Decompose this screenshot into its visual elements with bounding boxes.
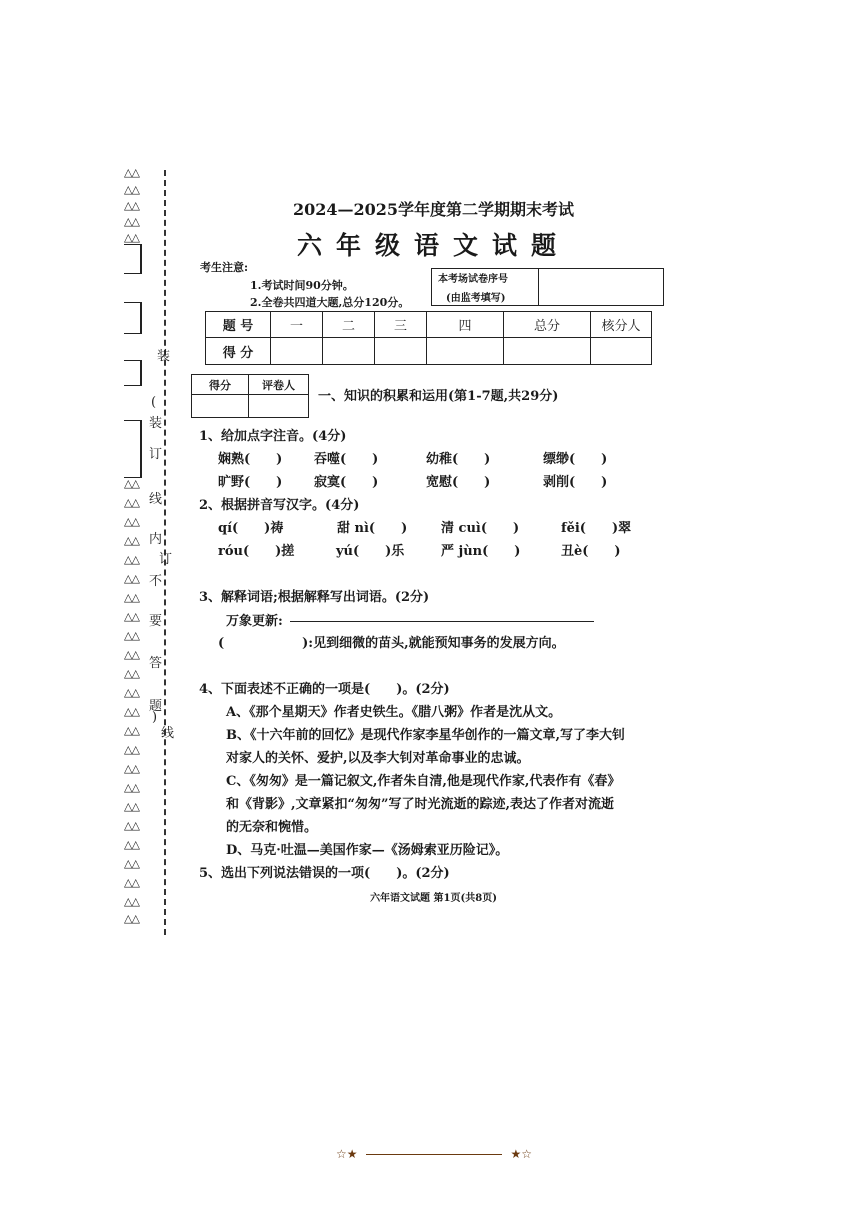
question-stem: 1、给加点字注音。(4分) — [199, 429, 347, 444]
triangle-mark: △△ — [124, 743, 139, 756]
option-b-continued: 对家人的关怀、爱护,以及李大钊对革命事业的忠诚。 — [226, 751, 530, 766]
binding-char: 装 — [157, 349, 171, 364]
binding-char: 不 — [149, 574, 163, 589]
answer-underline[interactable] — [290, 621, 594, 622]
triangle-mark: △△ — [124, 667, 139, 680]
notice-heading: 考生注意: — [200, 261, 249, 274]
binding-char: 题 — [149, 699, 163, 714]
question-stem: 2、根据拼音写汉字。(4分) — [199, 498, 360, 513]
triangle-mark: △△ — [124, 183, 139, 196]
seat-sublabel: (由监考填写) — [446, 293, 506, 304]
question-stem: 3、解释词语;根据解释写出词语。(2分) — [199, 590, 430, 605]
option-c: C、《匆匆》是一篇记叙文,作者朱自清,他是现代作家,代表作有《春》 — [226, 774, 621, 789]
grader-header: 评卷人 — [249, 375, 309, 395]
score-row-label: 得 分 — [206, 338, 271, 365]
seat-label: 本考场试卷序号 — [438, 274, 508, 285]
question-item: 剥削( ) — [543, 475, 608, 490]
question-item: 寂寞( ) — [314, 475, 379, 490]
option-d: D、马克·吐温—美国作家—《汤姆索亚历险记》。 — [226, 843, 509, 858]
score-cell[interactable] — [591, 338, 652, 365]
score-table — [205, 311, 652, 365]
question-line: 万象更新: — [226, 614, 283, 629]
triangle-mark: △△ — [124, 838, 139, 851]
triangle-mark: △△ — [124, 705, 139, 718]
star-icon: ☆★ — [336, 1147, 358, 1161]
score-header-cell: 核分人 — [591, 312, 652, 338]
score-cell[interactable] — [271, 338, 323, 365]
bottom-decoration — [336, 1147, 532, 1161]
score-header-cell: 三 — [375, 312, 427, 338]
triangle-mark: △△ — [124, 800, 139, 813]
triangle-mark: △△ — [124, 199, 139, 212]
binding-box — [124, 420, 142, 478]
binding-char: ( — [151, 395, 157, 410]
triangle-mark: △△ — [124, 610, 139, 623]
grader-box — [191, 374, 309, 418]
seat-label-cell — [432, 269, 539, 306]
question-item: 丑è( ) — [561, 544, 621, 559]
triangle-mark: △△ — [124, 496, 139, 509]
decoration-line — [366, 1154, 502, 1155]
score-header-cell: 题 号 — [206, 312, 271, 338]
score-cell[interactable] — [427, 338, 504, 365]
triangle-mark: △△ — [124, 686, 139, 699]
binding-box — [124, 302, 142, 334]
binding-char: 订 — [159, 552, 173, 567]
binding-char: 线 — [161, 726, 175, 741]
section-heading: 一、知识的积累和运用(第1-7题,共29分) — [318, 389, 559, 404]
grader-header: 得分 — [192, 375, 249, 395]
seat-value-cell[interactable] — [539, 269, 664, 306]
binding-char: 要 — [149, 614, 163, 629]
binding-char: ) — [152, 710, 158, 725]
score-header-cell: 总分 — [504, 312, 591, 338]
question-line: ( ):见到细微的苗头,就能预知事务的发展方向。 — [218, 636, 565, 651]
seat-number-box — [431, 268, 664, 306]
triangle-mark: △△ — [124, 553, 139, 566]
triangle-mark: △△ — [124, 819, 139, 832]
score-cell[interactable] — [323, 338, 375, 365]
triangle-mark: △△ — [124, 648, 139, 661]
triangle-mark: △△ — [124, 534, 139, 547]
grader-cell[interactable] — [249, 395, 309, 418]
triangle-mark: △△ — [124, 215, 139, 228]
question-item: 幼稚( ) — [426, 452, 491, 467]
option-c-continued: 的无奈和惋惜。 — [226, 820, 318, 835]
question-item: 缥缈( ) — [543, 452, 608, 467]
score-header-cell: 四 — [427, 312, 504, 338]
question-item: 清 cuì( ) — [441, 521, 520, 536]
binding-char: 内 — [149, 532, 163, 547]
binding-char: 订 — [149, 447, 163, 462]
question-item: 旷野( ) — [218, 475, 283, 490]
triangle-mark: △△ — [124, 572, 139, 585]
question-item: 严 jùn( ) — [441, 544, 521, 559]
star-icon: ★☆ — [510, 1147, 532, 1161]
triangle-mark: △△ — [124, 166, 139, 179]
score-header-cell: 二 — [323, 312, 375, 338]
question-stem: 5、选出下列说法错误的一项( )。(2分) — [199, 866, 450, 881]
question-item: 娴熟( ) — [218, 452, 283, 467]
triangle-mark: △△ — [124, 231, 139, 244]
question-item: róu( )搓 — [218, 544, 295, 559]
triangle-mark: △△ — [124, 876, 139, 889]
score-header-cell: 一 — [271, 312, 323, 338]
question-stem: 4、下面表述不正确的一项是( )。(2分) — [199, 682, 450, 697]
score-cell[interactable] — [375, 338, 427, 365]
binding-char: 装 — [149, 416, 163, 431]
binding-char: 答 — [149, 656, 163, 671]
score-cell[interactable] — [504, 338, 591, 365]
binding-char: 线 — [149, 492, 163, 507]
option-c-continued: 和《背影》,文章紧扣“匆匆”写了时光流逝的踪迹,表达了作者对流逝 — [226, 797, 615, 812]
exam-title: 2024—2025学年度第二学期期末考试 — [292, 200, 575, 219]
question-item: 甜 nì( ) — [337, 521, 408, 536]
question-item: fěi( )翠 — [561, 521, 632, 536]
triangle-mark: △△ — [124, 857, 139, 870]
triangle-mark: △△ — [124, 781, 139, 794]
option-b: B、《十六年前的回忆》是现代作家李星华创作的一篇文章,写了李大钊 — [226, 728, 626, 743]
triangle-mark: △△ — [124, 912, 139, 925]
question-item: 吞噬( ) — [314, 452, 379, 467]
triangle-mark: △△ — [124, 895, 139, 908]
triangle-mark: △△ — [124, 591, 139, 604]
grader-cell[interactable] — [192, 395, 249, 418]
question-item: qí( )祷 — [218, 521, 284, 536]
notice-item: 2.全卷共四道大题,总分120分。 — [250, 296, 410, 309]
question-item: 宽慰( ) — [426, 475, 491, 490]
triangle-mark: △△ — [124, 724, 139, 737]
notice-item: 1.考试时间90分钟。 — [250, 279, 354, 292]
question-item: yú( )乐 — [336, 544, 405, 559]
page-footer: 六年语文试题 第1页(共8页) — [370, 893, 497, 904]
exam-subtitle: 六年级语文试题 — [296, 231, 570, 260]
triangle-mark: △△ — [124, 762, 139, 775]
option-a: A、《那个星期天》作者史铁生。《腊八粥》作者是沈从文。 — [226, 705, 562, 720]
binding-box — [124, 360, 142, 386]
triangle-mark: △△ — [124, 515, 139, 528]
triangle-mark: △△ — [124, 629, 139, 642]
triangle-mark: △△ — [124, 477, 139, 490]
